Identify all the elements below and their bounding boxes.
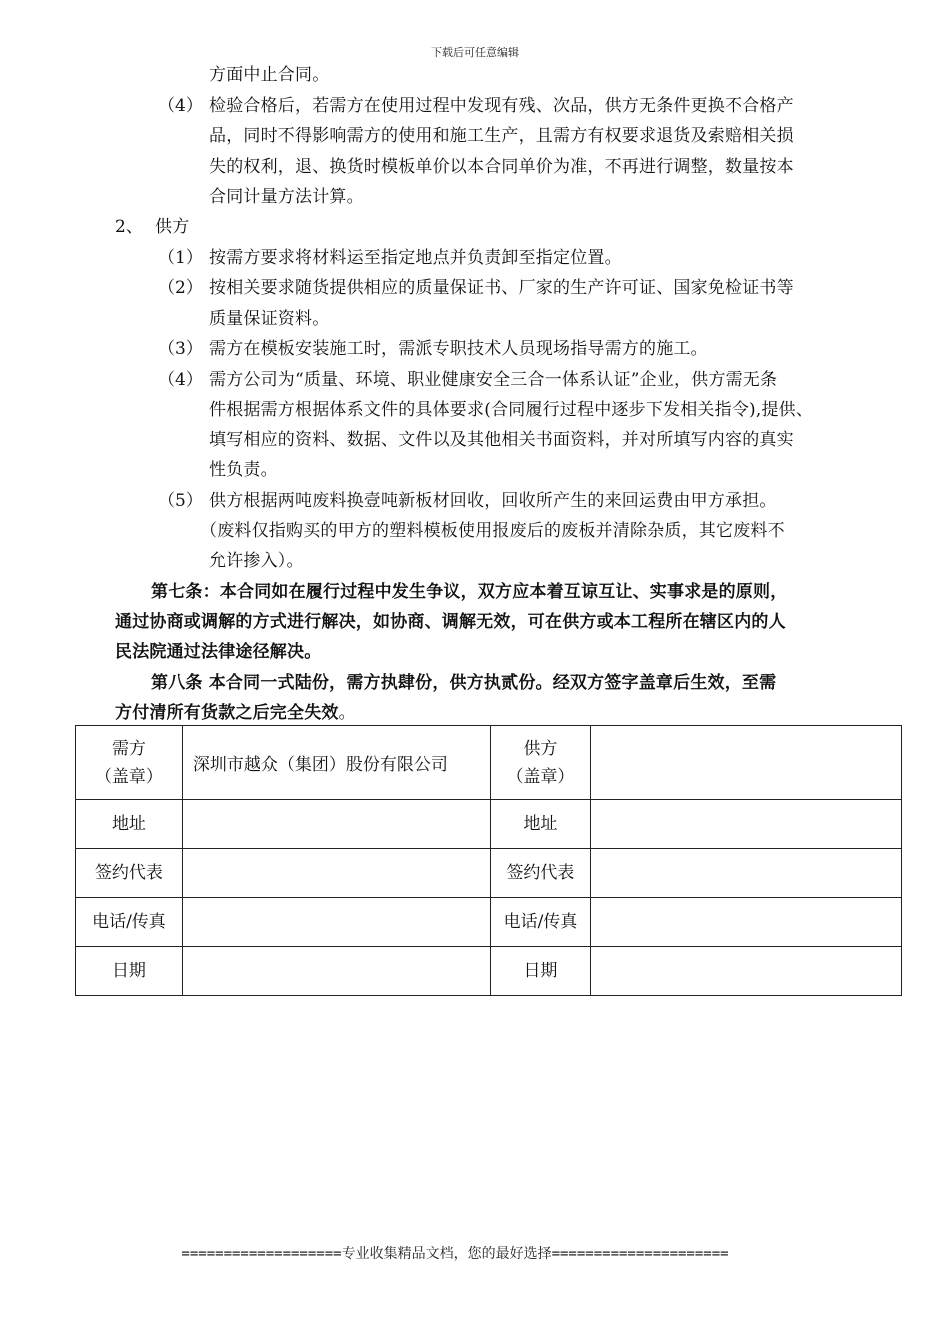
representative-label: 签约代表	[76, 849, 183, 898]
signature-row	[76, 849, 902, 898]
buyer-seal-label: （盖章）	[94, 766, 163, 787]
item-number: （1）	[158, 248, 203, 268]
clause-line: 件根据需方根据体系文件的具体要求(合同履行过程中逐步下发相关指令),提供、	[209, 400, 814, 420]
clause-line: 失的权利，退、换货时模板单价以本合同单价为准，不再进行调整，数量按本	[209, 157, 794, 177]
clause-line: 允许掺入）。	[209, 551, 304, 571]
article-7-line: 通过协商或调解的方式进行解决，如协商、调解无效，可在供方或本工程所在辖区内的人	[115, 612, 786, 632]
date-label: 日期	[490, 947, 591, 996]
supplier-name-cell	[591, 726, 902, 800]
supplier-seal-label: （盖章）	[506, 766, 575, 787]
phone-fax-label: 电话/传真	[490, 898, 591, 947]
item-number: （5）	[158, 491, 203, 511]
article-7-line: 民法院通过法律途径解决。	[115, 642, 322, 662]
clause-line: 质量保证资料。	[209, 309, 330, 329]
clause-line: 供方根据两吨废料换壹吨新板材回收，回收所产生的来回运费由甲方承担。	[209, 491, 777, 511]
clause-line: 合同计量方法计算。	[209, 187, 364, 207]
article-8-line	[115, 698, 356, 728]
article-8-text: 方付清所有货款之后完全失效	[115, 703, 339, 723]
signature-row	[76, 947, 902, 996]
buyer-phone-cell	[182, 898, 490, 947]
signature-table	[75, 725, 902, 996]
item-number: （3）	[158, 339, 203, 359]
signature-row	[76, 898, 902, 947]
section-number: 2、	[115, 217, 143, 237]
buyer-representative-cell	[182, 849, 490, 898]
phone-fax-label: 电话/传真	[76, 898, 183, 947]
clause-line: 按相关要求随货提供相应的质量保证书、厂家的生产许可证、国家免检证书等	[209, 278, 794, 298]
page-footer-note: ===================专业收集精品文档，您的最好选择=====================	[181, 1246, 729, 1262]
article-8-line: 第八条 本合同一式陆份，需方执肆份，供方执贰份。经双方签字盖章后生效，至需	[151, 673, 777, 693]
buyer-name: 深圳市越众（集团）股份有限公司	[192, 755, 448, 775]
section-title: 供方	[155, 217, 190, 237]
supplier-representative-cell	[591, 849, 902, 898]
buyer-address-cell	[182, 800, 490, 849]
clause-line: 按需方要求将材料运至指定地点并负责卸至指定位置。	[209, 248, 622, 268]
date-label: 日期	[76, 947, 183, 996]
supplier-date-cell	[591, 947, 902, 996]
supplier-label: 供方	[523, 738, 558, 759]
supplier-address-cell	[591, 800, 902, 849]
page-header-note: 下载后可任意编辑	[431, 46, 519, 59]
item-number: （4）	[158, 96, 203, 116]
clause-line: （废料仅指购买的甲方的塑料模板使用报废后的废板并清除杂质，其它废料不	[200, 521, 785, 541]
clause-line: 填写相应的资料、数据、文件以及其他相关书面资料，并对所填写内容的真实	[209, 430, 794, 450]
buyer-label: 需方	[111, 738, 146, 759]
supplier-phone-cell	[591, 898, 902, 947]
representative-label: 签约代表	[490, 849, 591, 898]
clause-line: 性负责。	[209, 460, 278, 480]
article-7-line: 第七条：本合同如在履行过程中发生争议，双方应本着互谅互让、实事求是的原则，	[151, 582, 788, 602]
clause-line: 检验合格后，若需方在使用过程中发现有残、次品，供方无条件更换不合格产	[209, 96, 794, 116]
clause-line: 需方公司为“质量、环境、职业健康安全三合一体系认证”企业，供方需无条	[209, 370, 778, 390]
buyer-label-cell	[76, 726, 183, 800]
address-label: 地址	[76, 800, 183, 849]
clause-line: 品，同时不得影响需方的使用和施工生产，且需方有权要求退货及索赔相关损	[209, 126, 794, 146]
signature-row	[76, 800, 902, 849]
buyer-date-cell	[182, 947, 490, 996]
buyer-name-cell	[182, 726, 490, 800]
signature-row-party	[76, 726, 902, 800]
article-8-period: 。	[338, 703, 356, 723]
supplier-label-cell	[490, 726, 591, 800]
clause-line: 需方在模板安装施工时，需派专职技术人员现场指导需方的施工。	[209, 339, 708, 359]
clause-line: 方面中止合同。	[209, 65, 330, 85]
address-label: 地址	[490, 800, 591, 849]
item-number: （4）	[158, 370, 203, 390]
item-number: （2）	[158, 278, 203, 298]
